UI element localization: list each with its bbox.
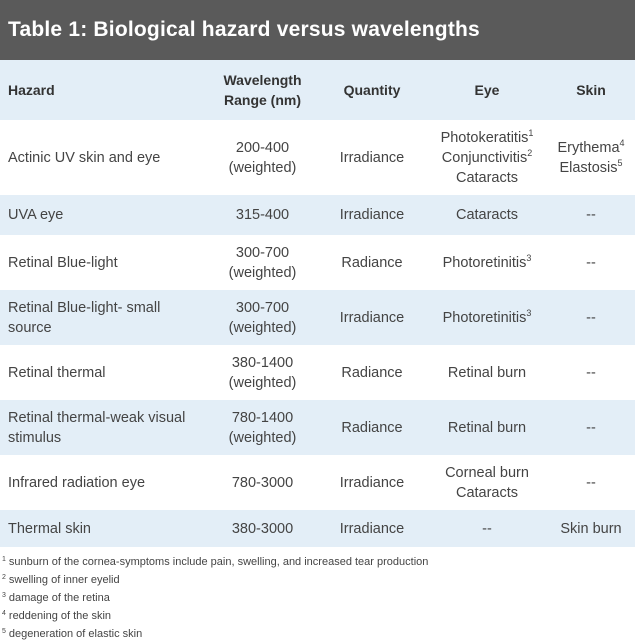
range-line: 300-700 xyxy=(235,299,290,316)
footnote-mark: 4 xyxy=(2,610,6,617)
skin-effect-text: Erythema xyxy=(557,139,620,156)
footnotes xyxy=(0,547,635,643)
eye-effect-text: Cataracts xyxy=(455,169,519,186)
cell-quantity: Radiance xyxy=(341,364,403,381)
table-row xyxy=(0,510,635,547)
cell-eye xyxy=(427,345,547,400)
range-line: 380-1400 xyxy=(231,354,294,371)
skin-effect-text: -- xyxy=(586,364,596,381)
range-line: 780-1400 xyxy=(231,409,294,426)
eye-effect xyxy=(431,128,543,148)
cell-hazard: Retinal Blue-light- small source xyxy=(0,290,208,345)
footnote-text: damage of the retina xyxy=(8,592,110,604)
eye-effect xyxy=(431,463,543,483)
header-quantity: Quantity xyxy=(317,60,427,120)
skin-effect-text: -- xyxy=(586,474,596,491)
header-skin: Skin xyxy=(547,60,635,120)
range-line: 315-400 xyxy=(235,207,290,223)
eye-effect xyxy=(431,148,543,168)
cell-quantity: Irradiance xyxy=(317,510,427,547)
cell-wavelength-range xyxy=(208,510,317,547)
skin-effect xyxy=(551,138,631,158)
range-line: (weighted) xyxy=(228,319,297,336)
footnote xyxy=(2,625,635,643)
footnote-text: sunburn of the cornea-symptoms include pain, swelling, and increased tear production xyxy=(8,556,429,568)
cell-skin xyxy=(547,290,635,345)
footnote-text: degeneration of elastic skin xyxy=(8,628,143,640)
header-eye: Eye xyxy=(427,60,547,120)
range-line: (weighted) xyxy=(228,429,297,446)
footnote xyxy=(2,607,635,625)
cell-wavelength-range xyxy=(208,455,317,510)
cell-hazard: Retinal thermal xyxy=(8,364,106,381)
table-row xyxy=(0,455,635,510)
table-row xyxy=(0,235,635,290)
eye-effect xyxy=(431,519,543,539)
header-hazard: Hazard xyxy=(0,60,208,120)
eye-effect xyxy=(431,308,543,328)
skin-effect-text: Skin burn xyxy=(560,520,622,537)
cell-wavelength-range xyxy=(208,235,317,290)
cell-wavelength-range xyxy=(208,120,317,195)
cell-hazard: Thermal skin xyxy=(0,510,208,547)
skin-effect-text: -- xyxy=(586,207,596,223)
cell-skin xyxy=(547,195,635,235)
cell-wavelength-range xyxy=(208,195,317,235)
header-wavelength-line1: Wavelength xyxy=(223,72,302,88)
cell-wavelength-range xyxy=(208,400,317,455)
skin-effect xyxy=(551,253,631,273)
eye-effect xyxy=(431,418,543,438)
eye-effect-text: Photokeratitis xyxy=(440,129,529,146)
eye-effect-text: -- xyxy=(482,520,492,537)
range-line: (weighted) xyxy=(228,159,297,176)
cell-skin xyxy=(547,510,635,547)
cell-quantity: Irradiance xyxy=(339,474,405,491)
cell-hazard: Infrared radiation eye xyxy=(8,474,146,491)
header-row xyxy=(0,60,635,120)
header-wavelength-line2: Range (nm) xyxy=(224,92,301,108)
footnote-ref: 2 xyxy=(527,147,533,158)
table-row xyxy=(0,120,635,195)
eye-effect xyxy=(431,205,543,225)
cell-skin xyxy=(547,455,635,510)
cell-skin xyxy=(547,120,635,195)
range-line: 380-3000 xyxy=(231,520,294,537)
table-title: Table 1: Biological hazard versus wavelengths xyxy=(0,0,635,60)
table-row xyxy=(0,345,635,400)
cell-skin xyxy=(547,345,635,400)
eye-effect xyxy=(431,483,543,503)
hazard-table xyxy=(0,60,635,547)
eye-effect-text: Photoretinitis xyxy=(442,309,527,326)
cell-quantity: Irradiance xyxy=(317,290,427,345)
skin-effect xyxy=(551,418,631,438)
footnote-mark: 3 xyxy=(2,592,6,599)
skin-effect xyxy=(551,158,631,178)
cell-skin xyxy=(547,235,635,290)
skin-effect xyxy=(551,363,631,383)
eye-effect-text: Conjunctivitis xyxy=(441,149,528,166)
footnote-ref: 3 xyxy=(526,307,532,318)
table-body xyxy=(0,120,635,547)
cell-hazard: Retinal thermal-weak visual stimulus xyxy=(0,400,208,455)
range-line: 200-400 xyxy=(235,139,290,156)
range-line: (weighted) xyxy=(228,264,297,281)
cell-eye xyxy=(427,400,547,455)
footnote-mark: 2 xyxy=(2,574,6,581)
cell-eye xyxy=(427,235,547,290)
cell-quantity: Irradiance xyxy=(339,149,405,166)
cell-hazard: Retinal Blue-light xyxy=(8,254,118,271)
table-row xyxy=(0,400,635,455)
cell-quantity: Radiance xyxy=(317,400,427,455)
cell-hazard: Actinic UV skin and eye xyxy=(8,149,161,166)
cell-eye xyxy=(427,195,547,235)
footnote xyxy=(2,553,635,571)
cell-eye xyxy=(427,290,547,345)
footnote-mark: 5 xyxy=(2,628,6,635)
footnote-text: reddening of the skin xyxy=(8,610,112,622)
table-row xyxy=(0,290,635,345)
range-line: 300-700 xyxy=(235,244,290,261)
eye-effect-text: Photoretinitis xyxy=(442,254,527,271)
skin-effect-text: -- xyxy=(586,254,596,271)
skin-effect xyxy=(551,308,631,328)
skin-effect xyxy=(551,473,631,493)
eye-effect-text: Cataracts xyxy=(455,484,519,501)
footnote-ref: 3 xyxy=(526,252,532,263)
table-row xyxy=(0,195,635,235)
footnote-ref: 4 xyxy=(619,137,625,148)
cell-eye xyxy=(427,455,547,510)
skin-effect xyxy=(551,205,631,225)
range-line: 780-3000 xyxy=(231,474,294,491)
cell-quantity: Irradiance xyxy=(317,195,427,235)
footnote-ref: 1 xyxy=(528,127,534,138)
skin-effect-text: Elastosis xyxy=(559,159,618,176)
eye-effect-text: Retinal burn xyxy=(447,419,527,436)
cell-hazard: UVA eye xyxy=(0,195,208,235)
footnote-mark: 1 xyxy=(2,556,6,563)
eye-effect-text: Corneal burn xyxy=(445,464,529,481)
eye-effect-text: Retinal burn xyxy=(447,364,527,381)
footnote xyxy=(2,571,635,589)
cell-wavelength-range xyxy=(208,290,317,345)
range-line: (weighted) xyxy=(228,374,297,391)
cell-eye xyxy=(427,510,547,547)
footnote-ref: 5 xyxy=(617,157,623,168)
cell-eye xyxy=(427,120,547,195)
eye-effect xyxy=(431,253,543,273)
cell-skin xyxy=(547,400,635,455)
skin-effect-text: -- xyxy=(586,419,596,436)
eye-effect xyxy=(431,363,543,383)
footnote xyxy=(2,589,635,607)
eye-effect xyxy=(431,168,543,188)
eye-effect-text: Cataracts xyxy=(455,207,519,223)
cell-quantity: Radiance xyxy=(341,254,403,271)
cell-wavelength-range xyxy=(208,345,317,400)
skin-effect-text: -- xyxy=(586,309,596,326)
skin-effect xyxy=(551,519,631,539)
footnote-text: swelling of inner eyelid xyxy=(8,574,120,586)
header-wavelength xyxy=(208,60,317,120)
